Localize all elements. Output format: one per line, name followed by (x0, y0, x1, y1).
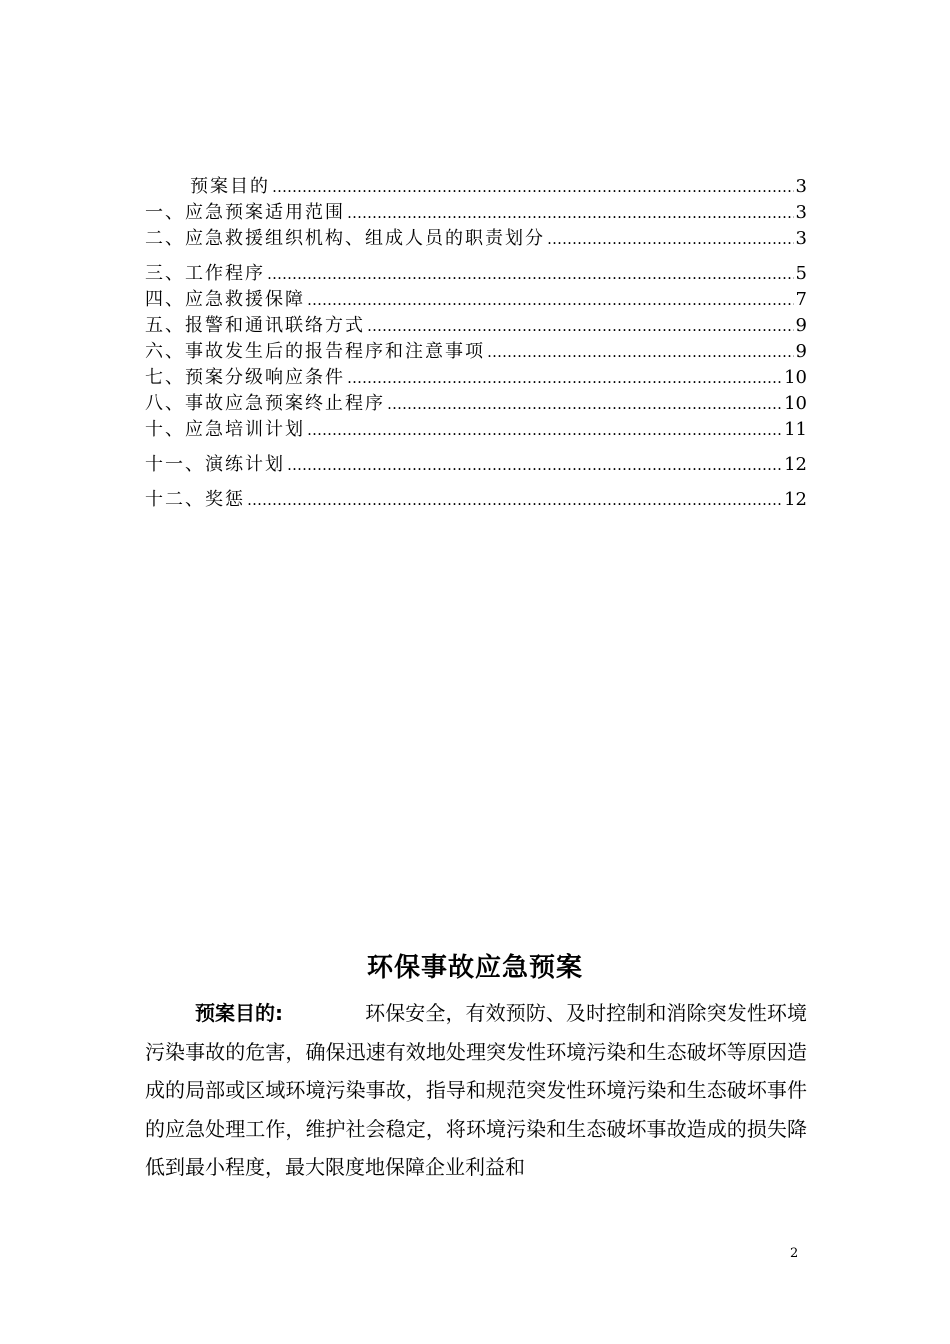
toc-entry-page: 12 (784, 454, 807, 475)
toc-entry[interactable] (145, 285, 807, 311)
toc-entry-label: 五、报警和通讯联络方式 (145, 315, 365, 336)
toc-entry-page: 10 (784, 367, 807, 388)
toc-leader (267, 265, 794, 283)
toc-entry-label: 十、应急培训计划 (145, 419, 305, 440)
toc-entry-page: 5 (795, 263, 807, 284)
toc-entry-label: 预案目的 (190, 176, 270, 197)
page-number: 2 (790, 1246, 799, 1261)
toc-leader (247, 491, 782, 509)
toc-leader (347, 369, 782, 387)
toc-leader (307, 291, 794, 309)
toc-leader (347, 204, 794, 222)
toc-entry[interactable] (145, 337, 807, 363)
toc-entry-page: 10 (784, 393, 807, 414)
toc-entry-page: 12 (784, 489, 807, 510)
toc-entry[interactable] (145, 259, 807, 285)
toc-entry-page: 9 (795, 315, 807, 336)
toc-entry-page: 3 (795, 176, 807, 197)
toc-entry-page: 9 (795, 341, 807, 362)
toc-leader (547, 230, 794, 248)
toc-leader (487, 343, 794, 361)
toc-entry-page: 11 (784, 419, 807, 440)
toc-entry-page: 3 (795, 202, 807, 223)
toc-entry-label: 七、预案分级响应条件 (145, 367, 345, 388)
toc-entry-page: 3 (795, 228, 807, 249)
toc-entry[interactable] (145, 224, 807, 250)
body-paragraph (145, 994, 807, 1187)
toc-entry-label: 三、工作程序 (145, 263, 265, 284)
toc-entry-label: 四、应急救援保障 (145, 289, 305, 310)
document-title: 环保事故应急预案 (366, 953, 583, 984)
toc-entry[interactable] (145, 363, 807, 389)
toc-leader (367, 317, 794, 335)
toc-entry-label: 八、事故应急预案终止程序 (145, 393, 385, 414)
lead-label: 预案目的: (195, 1001, 283, 1025)
toc-leader (287, 456, 782, 474)
toc-leader (272, 178, 794, 196)
toc-entry-label: 六、事故发生后的报告程序和注意事项 (145, 341, 485, 362)
toc-entry-page: 7 (795, 289, 807, 310)
toc-entry[interactable] (145, 311, 807, 337)
toc-entry-label: 一、应急预案适用范围 (145, 202, 345, 223)
table-of-contents (145, 172, 807, 511)
toc-leader (387, 395, 782, 413)
toc-entry[interactable] (145, 198, 807, 224)
toc-entry-label: 十二、奖惩 (145, 489, 245, 510)
toc-entry-label: 十一、演练计划 (145, 454, 285, 475)
toc-entry[interactable] (145, 415, 807, 441)
toc-entry[interactable] (145, 485, 807, 511)
toc-entry[interactable] (145, 389, 807, 415)
toc-entry-label: 二、应急救援组织机构、组成人员的职责划分 (145, 228, 545, 249)
paragraph-text: 环保安全，有效预防、及时控制和消除突发性环境污染事故的危害，确保迅速有效地处理突发性环境污染和生态破坏等原因造成的局部或区域环境污染事故，指导和规范突发性环境污染和生态破坏事件的应急处理工作，维护社会稳定，将环境污染和生态破坏事故造成的损失降低到最小程度，最大限度地保障企业利益和 (145, 1001, 807, 1179)
toc-entry[interactable] (145, 450, 807, 476)
toc-entry[interactable] (145, 172, 807, 198)
toc-leader (307, 421, 782, 439)
